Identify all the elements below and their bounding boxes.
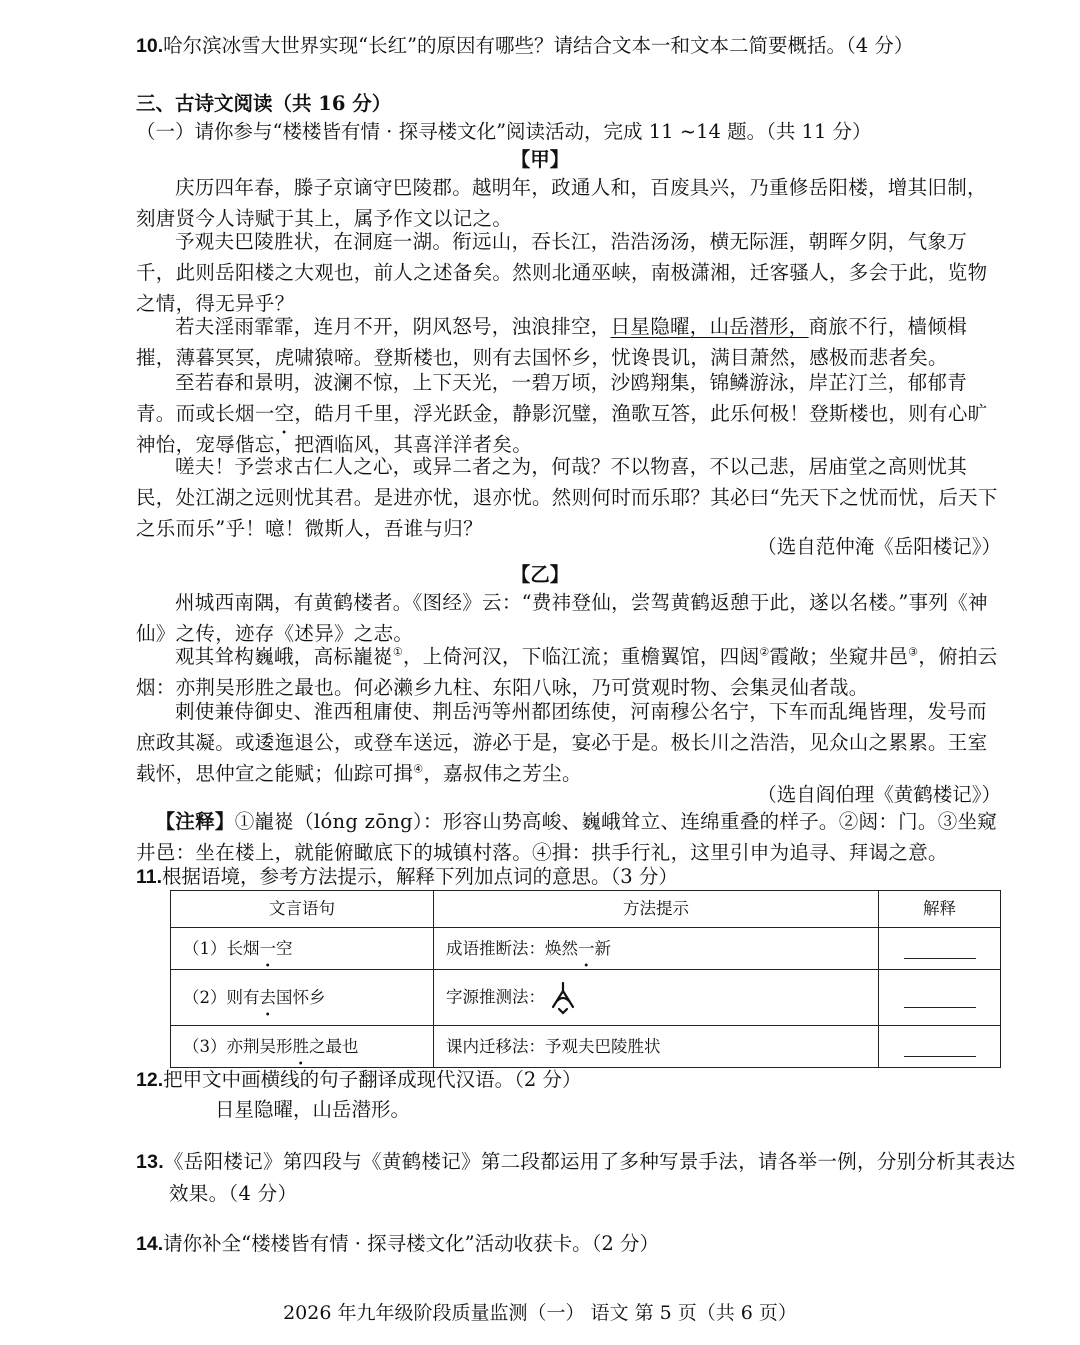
jia-paragraph-4: 至若春和景明，波澜不惊，上下天光，一碧万顷，沙鸥翔集，锦鳞游泳，岸芷汀兰，郁郁青青。而或长烟一空，皓月千里，浮光跃金，静影沉璧，渔歌互答，此乐何极！登斯楼也，则有心旷神怡，宠辱偕忘，把酒临风，其喜洋洋者矣。	[136, 371, 988, 456]
passage-yi-heading: 【乙】	[510, 563, 570, 586]
yi-paragraph-1: 州城西南隅，有黄鹤楼者。《图经》云：“费祎登仙，尝驾黄鹤返憩于此，遂以名楼。”事列《神仙》之传，迹存《述异》之志。	[136, 591, 988, 645]
column-header: 文言语句	[171, 891, 434, 928]
question-text: 哈尔滨冰雪大世界实现“长红”的原因有哪些？请结合文本一和文本二简要概括。（4 分）	[163, 34, 914, 57]
note-marker: ①	[392, 645, 403, 659]
column-header: 解释	[879, 891, 1001, 928]
yi-paragraph-2: 观其耸构巍峨，高标巃嵸①，上倚河汉，下临江流；重檐翼馆，四闼②霞敞；坐窥井邑③，俯拍云烟：亦荆吴形胜之最也。何必濑乡九柱、东阳八咏，乃可赏观时物、会集灵仙者哉。	[136, 645, 998, 699]
jia-paragraph-5: 嗟夫！予尝求古仁人之心，或异二者之为，何哉？不以物喜，不以己悲，居庙堂之高则忧其民，处江湖之远则忧其君。是进亦忧，退亦忧。然则何时而乐耶？其必曰“先天下之忧而忧，后天下之乐而乐”乎！噫！微斯人，吾谁与归？	[136, 455, 998, 540]
question-number: 10.	[136, 35, 164, 57]
note-marker: ②	[759, 645, 770, 659]
answer-blank[interactable]	[904, 989, 976, 1008]
table-row: （3）亦荆吴形胜之最也 课内迁移法：予观夫巴陵胜状	[171, 1026, 1001, 1068]
section-subtitle: （一）请你参与“楼楼皆有情 · 探寻楼文化”阅读活动，完成 11 ~14 题。（共 11 分）	[136, 120, 872, 143]
question-10	[136, 30, 913, 62]
dotted-word: 去	[259, 987, 276, 1007]
question-12	[136, 1064, 581, 1096]
page-footer: 2026 年九年级阶段质量监测（一） 语文 第 5 页（共 6 页）	[283, 1302, 797, 1324]
note-marker: ④	[413, 762, 424, 776]
column-header: 方法提示	[434, 891, 879, 928]
answer-blank[interactable]	[904, 940, 976, 959]
dotted-word: 一	[259, 938, 276, 958]
table-row: （2）则有去国怀乡 字源推测法：	[171, 970, 1001, 1026]
yi-paragraph-3: 刺使兼侍御史、淮西租庸使、荆岳沔等州都团练使，河南穆公名宁，下车而乱绳皆理，发号而庶政其凝。或逶迤退公，或登车送远，游必于是，宴必于是。极长川之浩浩，见众山之累累。王室载怀，思仲宣之能赋；仙踪可揖④，嘉叔伟之芳尘。	[136, 700, 988, 785]
question-13	[136, 1146, 1034, 1209]
dotted-word: 一	[254, 402, 275, 425]
question-14	[136, 1228, 659, 1260]
table-header-row	[171, 891, 1001, 928]
question-11	[136, 861, 678, 893]
dotted-word: 胜	[292, 1036, 309, 1056]
answer-blank[interactable]	[904, 1038, 976, 1057]
jia-paragraph-2: 予观夫巴陵胜状，在洞庭一湖。衔远山，吞长江，浩浩汤汤，横无际涯，朝晖夕阴，气象万千，此则岳阳楼之大观也，前人之述备矣。然则北通巫峡，南极潇湘，迁客骚人，多会于此，览物之情，得无异乎？	[136, 230, 988, 315]
yi-source: （选自阎伯理《黄鹤楼记》）	[757, 783, 1001, 806]
question-text: 请你补全“楼楼皆有情 · 探寻楼文化”活动收获卡。（2 分）	[163, 1232, 659, 1255]
question-number: 13.	[136, 1151, 165, 1173]
jia-paragraph-3: 若夫淫雨霏霏，连月不开，阴风怒号，浊浪排空，日星隐曜，山岳潜形，商旅不行，樯倾楫摧，薄暮冥冥，虎啸猿啼。登斯楼也，则有去国怀乡，忧谗畏讥，满目萧然，感极而悲者矣。	[136, 315, 968, 369]
note-marker: ③	[908, 645, 919, 659]
method-table	[170, 890, 1001, 1068]
jia-paragraph-1: 庆历四年春，滕子京谪守巴陵郡。越明年，政通人和，百废具兴，乃重修岳阳楼，增其旧制，刻唐贤今人诗赋于其上，属予作文以记之。	[136, 176, 987, 230]
translation-sentence: 日星隐曜，山岳潜形。	[215, 1098, 411, 1121]
question-number: 14.	[136, 1233, 164, 1255]
ancient-character-glyph-icon	[550, 981, 576, 1015]
jia-source: （选自范仲淹《岳阳楼记》）	[757, 535, 1001, 558]
question-number: 11.	[136, 866, 163, 888]
annotations: 【注释】①巃嵸（lóng zōng）：形容山势高峻、巍峨耸立、连绵重叠的样子。②闼：门。③坐窥井邑：坐在楼上，就能俯瞰底下的城镇村落。④揖：拱手行礼，这里引申为追寻、拜谒之意。	[136, 810, 998, 864]
question-number: 12.	[136, 1069, 164, 1091]
question-text: 根据语境，参考方法提示，解释下列加点词的意思。（3 分）	[162, 865, 678, 888]
question-text: 把甲文中画横线的句子翻译成现代汉语。（2 分）	[163, 1068, 582, 1091]
section-title: 三、古诗文阅读（共 16 分）	[136, 92, 392, 115]
question-text: 《岳阳楼记》第四段与《黄鹤楼记》第二段都运用了多种写景手法，请各举一例，分别分析其表达效果。（4 分）	[164, 1150, 1016, 1205]
table-row: （1）长烟一空 成语推断法：焕然一新	[171, 928, 1001, 970]
underlined-sentence: 日星隐曜，山岳潜形，	[610, 315, 809, 338]
passage-jia-heading: 【甲】	[510, 148, 570, 171]
